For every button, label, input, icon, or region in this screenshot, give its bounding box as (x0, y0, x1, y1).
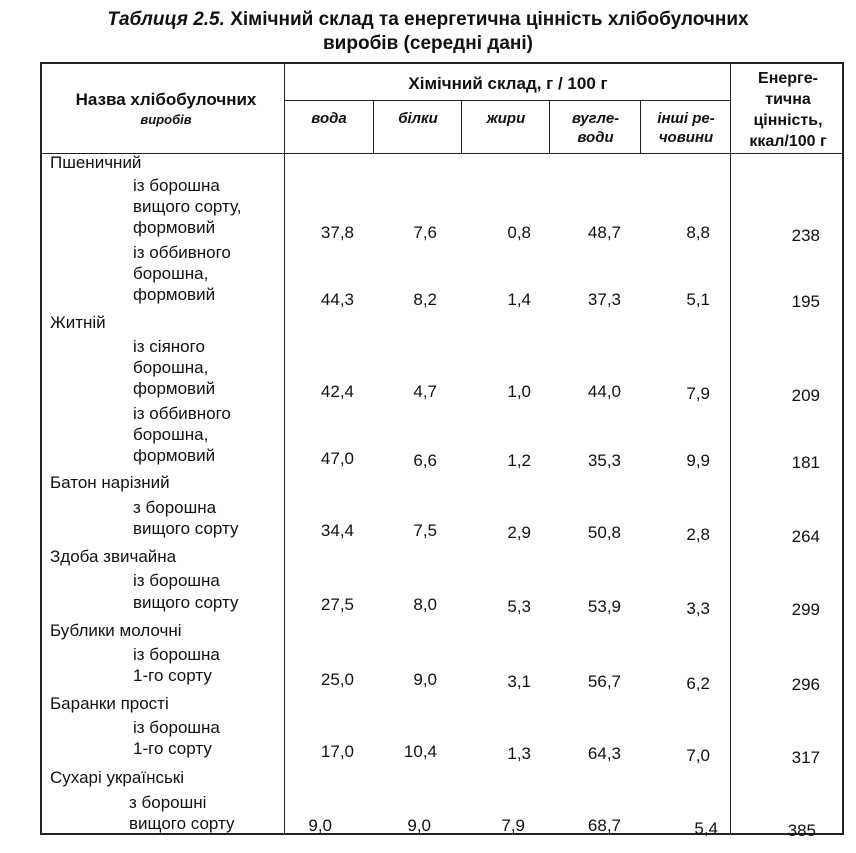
header-fat: жири (486, 110, 526, 127)
category-bagels: Бублики молочні (50, 621, 182, 640)
cell-water: 25,0 (320, 670, 354, 689)
header-other-line1: інші ре- (657, 110, 715, 127)
row-desc-line: з борошні (129, 793, 207, 812)
cell-fat: 2,9 (507, 523, 531, 542)
cell-fat: 1,4 (507, 290, 531, 309)
header-energy (732, 68, 844, 152)
cell-other: 5,4 (694, 819, 718, 838)
cell-other: 8,8 (686, 223, 710, 242)
cell-water: 44,3 (320, 290, 354, 309)
cell-other: 7,0 (686, 746, 710, 765)
header-chemical-composition: Хімічний склад, г / 100 г (408, 74, 608, 93)
cell-energy: 317 (791, 748, 820, 767)
cell-carbs: 48,7 (587, 223, 621, 242)
cell-carbs: 44,0 (587, 382, 621, 401)
cell-water: 17,0 (320, 742, 354, 761)
header-bottom-divider (40, 153, 844, 154)
cell-water: 27,5 (320, 595, 354, 614)
cell-protein: 7,5 (413, 521, 437, 540)
cell-energy: 385 (787, 821, 816, 840)
row-desc-line: із оббивного (133, 404, 231, 423)
row-desc-line: борошна, (133, 358, 209, 377)
cell-energy: 181 (791, 453, 820, 472)
table-title-line1: Хімічний склад та енергетична цінність хлібобулочних (230, 9, 749, 30)
cell-other: 6,2 (686, 674, 710, 693)
header-energy-line2: тична (765, 91, 811, 108)
row-desc-line: 1-го сорту (133, 666, 212, 685)
category-rye: Житній (50, 313, 106, 332)
cell-fat: 5,3 (507, 597, 531, 616)
cell-protein: 9,0 (407, 816, 431, 835)
row-desc-line: із борошна (133, 571, 220, 590)
cell-other: 5,1 (686, 290, 710, 309)
row-desc-line: із борошна (133, 718, 220, 737)
col-divider-protein (461, 100, 462, 154)
col-divider-name (284, 62, 285, 835)
row-desc-line: формовий (133, 285, 216, 304)
cell-energy: 195 (791, 292, 820, 311)
category-wheat: Пшеничний (50, 153, 142, 172)
cell-fat: 3,1 (507, 672, 531, 691)
header-carbs (551, 109, 640, 147)
row-desc-line: вищого сорту (129, 814, 235, 833)
cell-energy: 238 (791, 226, 820, 245)
cell-protein: 10,4 (403, 742, 437, 761)
cell-fat: 1,0 (507, 382, 531, 401)
cell-fat: 7,9 (501, 816, 525, 835)
row-desc-line: борошна, (133, 264, 209, 283)
cell-protein: 8,2 (413, 290, 437, 309)
row-desc-line: формовий (133, 446, 216, 465)
cell-energy: 209 (791, 386, 820, 405)
cell-carbs: 50,8 (587, 523, 621, 542)
header-carbs-line2: води (577, 129, 614, 146)
cell-carbs: 68,7 (587, 816, 621, 835)
cell-protein: 4,7 (413, 382, 437, 401)
cell-water: 9,0 (308, 816, 332, 835)
cell-water: 34,4 (320, 521, 354, 540)
cell-protein: 9,0 (413, 670, 437, 689)
header-name-line2: виробів (140, 112, 192, 127)
cell-energy: 299 (791, 600, 820, 619)
row-desc-line: борошна, (133, 425, 209, 444)
cell-fat: 1,3 (507, 744, 531, 763)
row-desc-line: вищого сорту (133, 593, 239, 612)
header-name (48, 90, 284, 130)
row-desc-line: формовий (133, 218, 216, 237)
header-other (642, 109, 730, 147)
header-water: вода (311, 110, 347, 127)
header-other-line2: човини (658, 129, 714, 146)
header-energy-line1: Енерге- (758, 70, 818, 87)
cell-protein: 8,0 (413, 595, 437, 614)
header-name-line1: Назва хлібобулочних (75, 90, 257, 109)
cell-other: 9,9 (686, 451, 710, 470)
category-sweet-bun: Здоба звичайна (50, 547, 177, 566)
cell-carbs: 64,3 (587, 744, 621, 763)
row-desc-line: із борошна (133, 176, 220, 195)
cell-water: 37,8 (320, 223, 354, 242)
cell-fat: 1,2 (507, 451, 531, 470)
col-divider-fat (549, 100, 550, 154)
row-desc-line: з борошна (133, 498, 217, 517)
header-energy-line3: цінність, (753, 112, 823, 129)
cell-carbs: 53,9 (587, 597, 621, 616)
cell-energy: 264 (791, 527, 820, 546)
cell-other: 3,3 (686, 599, 710, 618)
category-baton: Батон нарізний (50, 473, 170, 492)
group-header-divider (284, 100, 730, 101)
col-divider-carbs (640, 100, 641, 154)
row-desc-line: вищого сорту, (133, 197, 242, 216)
cell-protein: 6,6 (413, 451, 437, 470)
header-carbs-line1: вугле- (571, 110, 620, 127)
cell-fat: 0,8 (507, 223, 531, 242)
cell-energy: 296 (791, 675, 820, 694)
cell-water: 47,0 (320, 449, 354, 468)
table-caption: Таблиця 2.5. (107, 9, 225, 30)
cell-carbs: 37,3 (587, 290, 621, 309)
row-desc-line: вищого сорту (133, 519, 239, 538)
category-baranki: Баранки прості (50, 694, 169, 713)
row-desc-line: формовий (133, 379, 216, 398)
row-desc-line: із оббивного (133, 243, 231, 262)
row-desc-line: 1-го сорту (133, 739, 212, 758)
cell-protein: 7,6 (413, 223, 437, 242)
header-protein: білки (398, 110, 438, 127)
col-divider-water (373, 100, 374, 154)
row-desc-line: із сіяного (133, 337, 205, 356)
cell-carbs: 35,3 (587, 451, 621, 470)
row-desc-line: із борошна (133, 645, 220, 664)
cell-other: 2,8 (686, 525, 710, 544)
header-energy-line4: ккал/100 г (749, 133, 827, 150)
category-rusks: Сухарі українські (50, 768, 185, 787)
col-divider-energy (730, 62, 731, 835)
table-title-line2: виробів (середні дані) (323, 33, 533, 54)
cell-other: 7,9 (686, 384, 710, 403)
cell-carbs: 56,7 (587, 672, 621, 691)
table-title (0, 8, 856, 32)
cell-water: 42,4 (320, 382, 354, 401)
